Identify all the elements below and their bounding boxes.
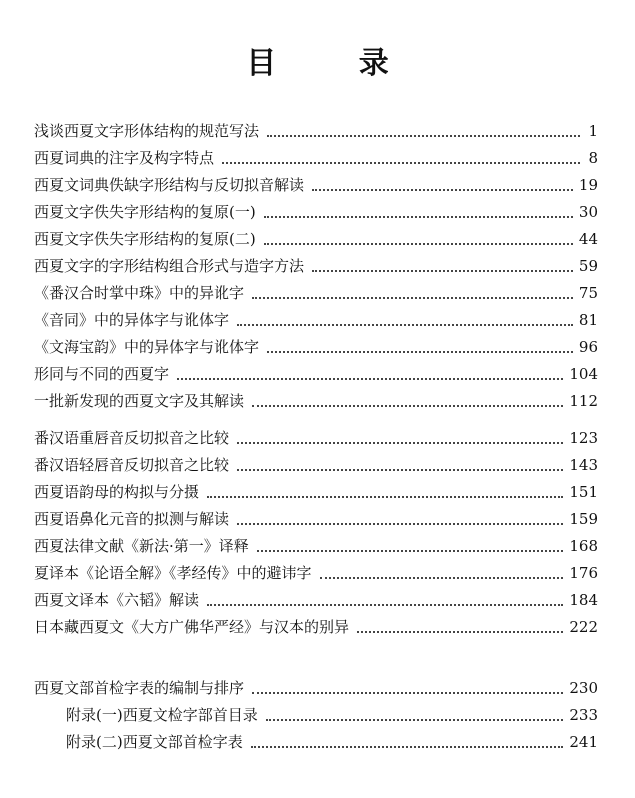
toc-entry-page: 168 (569, 537, 598, 555)
toc-entry[interactable] (34, 453, 598, 477)
toc-entry-page: 151 (569, 483, 598, 501)
toc-entry-title: 西夏文字佚失字形结构的复原(一) (34, 203, 256, 221)
toc-entry-page: 241 (569, 733, 598, 751)
toc-entry[interactable] (34, 362, 598, 386)
toc-entry-page: 123 (569, 429, 598, 447)
dot-leader (237, 442, 563, 444)
toc-entry-page: 230 (569, 679, 598, 697)
toc-entry-title: 夏译本《论语全解》《孝经传》中的避讳字 (34, 564, 312, 582)
toc-entry[interactable] (34, 588, 598, 612)
dot-leader (264, 243, 573, 245)
toc-entry-page: 19 (578, 176, 598, 194)
toc-entry-title: 《文海宝韵》中的异体字与讹体字 (34, 338, 260, 356)
toc-entry-title: 《音同》中的异体字与讹体字 (34, 311, 230, 329)
dot-leader (252, 692, 563, 694)
toc-entry-page: 233 (569, 706, 598, 724)
dot-leader (267, 351, 573, 353)
toc-entry-page: 159 (569, 510, 598, 528)
toc-entry-page: 1 (588, 122, 598, 140)
dot-leader (237, 324, 573, 326)
toc-entry-title: 番汉语重唇音反切拟音之比较 (34, 429, 230, 447)
page-title: 目 录 (246, 46, 425, 81)
toc-entry-page: 143 (569, 456, 598, 474)
dot-leader (267, 135, 580, 137)
dot-leader (266, 719, 564, 721)
toc-entry-title: 西夏语鼻化元音的拟测与解读 (34, 510, 230, 528)
toc-entry-title: 西夏文词典佚缺字形结构与反切拟音解读 (34, 176, 305, 194)
toc-entry-title: 形同与不同的西夏字 (34, 365, 170, 383)
toc-entry-title: 番汉语轻唇音反切拟音之比较 (34, 456, 230, 474)
toc-subentry[interactable] (66, 730, 598, 754)
dot-leader (207, 604, 563, 606)
toc-entry[interactable] (34, 480, 598, 504)
toc-entry-page: 8 (588, 149, 598, 167)
toc-entry-title: 一批新发现的西夏文字及其解读 (34, 392, 245, 410)
dot-leader (312, 270, 573, 272)
toc-entry[interactable] (34, 389, 598, 413)
toc-entry-title: 附录(一)西夏文检字部首目录 (66, 706, 258, 724)
toc-entry-page: 176 (569, 564, 598, 582)
toc-entry-title: 浅谈西夏文字形体结构的规范写法 (34, 122, 260, 140)
dot-leader (237, 469, 563, 471)
toc-entry[interactable] (34, 534, 598, 558)
toc-entry[interactable] (34, 173, 598, 197)
dot-leader (177, 378, 563, 380)
toc-entry-title: 西夏法律文献《新法·第一》译释 (34, 537, 249, 555)
toc-entry[interactable] (34, 119, 598, 143)
dot-leader (357, 631, 563, 633)
toc-entry[interactable] (34, 281, 598, 305)
toc-entry[interactable] (34, 146, 598, 170)
toc-entry-title: 西夏文译本《六韬》解读 (34, 591, 200, 609)
toc-entry-title: 西夏语韵母的构拟与分摄 (34, 483, 200, 501)
toc-entry-page: 81 (578, 311, 598, 329)
toc-entry-page: 96 (578, 338, 598, 356)
toc-entry-title: 《番汉合时掌中珠》中的异讹字 (34, 284, 245, 302)
dot-leader (222, 162, 580, 164)
toc-entry[interactable] (34, 561, 598, 585)
toc-entry-page: 75 (578, 284, 598, 302)
toc-subentry[interactable] (66, 703, 598, 727)
dot-leader (251, 746, 564, 748)
toc-entry-page: 30 (578, 203, 598, 221)
dot-leader (257, 550, 564, 552)
toc-entry-page: 184 (569, 591, 598, 609)
dot-leader (312, 189, 573, 191)
toc-entry[interactable] (34, 200, 598, 224)
toc-entry[interactable] (34, 254, 598, 278)
toc-entry[interactable] (34, 335, 598, 359)
toc-entry[interactable] (34, 615, 598, 639)
dot-leader (264, 216, 573, 218)
toc-entry[interactable] (34, 676, 598, 700)
toc-entry-page: 112 (569, 392, 598, 410)
toc-entry-title: 西夏文部首检字表的编制与排序 (34, 679, 245, 697)
toc-entry-title: 西夏词典的注字及构字特点 (34, 149, 215, 167)
toc-entry-page: 104 (569, 365, 598, 383)
toc-entry-page: 44 (578, 230, 598, 248)
toc-entry[interactable] (34, 426, 598, 450)
toc-entry[interactable] (34, 227, 598, 251)
toc-entry-title: 西夏文字佚失字形结构的复原(二) (34, 230, 256, 248)
dot-leader (252, 297, 573, 299)
toc-entry-title: 附录(二)西夏文部首检字表 (66, 733, 243, 751)
toc-entry[interactable] (34, 507, 598, 531)
toc-entry-title: 日本藏西夏文《大方广佛华严经》与汉本的别异 (34, 618, 350, 636)
dot-leader (320, 577, 564, 579)
toc-entry-title: 西夏文字的字形结构组合形式与造字方法 (34, 257, 305, 275)
dot-leader (237, 523, 563, 525)
toc-entry-page: 222 (569, 618, 598, 636)
dot-leader (207, 496, 563, 498)
toc-entry[interactable] (34, 308, 598, 332)
toc-entry-page: 59 (578, 257, 598, 275)
dot-leader (252, 405, 563, 407)
